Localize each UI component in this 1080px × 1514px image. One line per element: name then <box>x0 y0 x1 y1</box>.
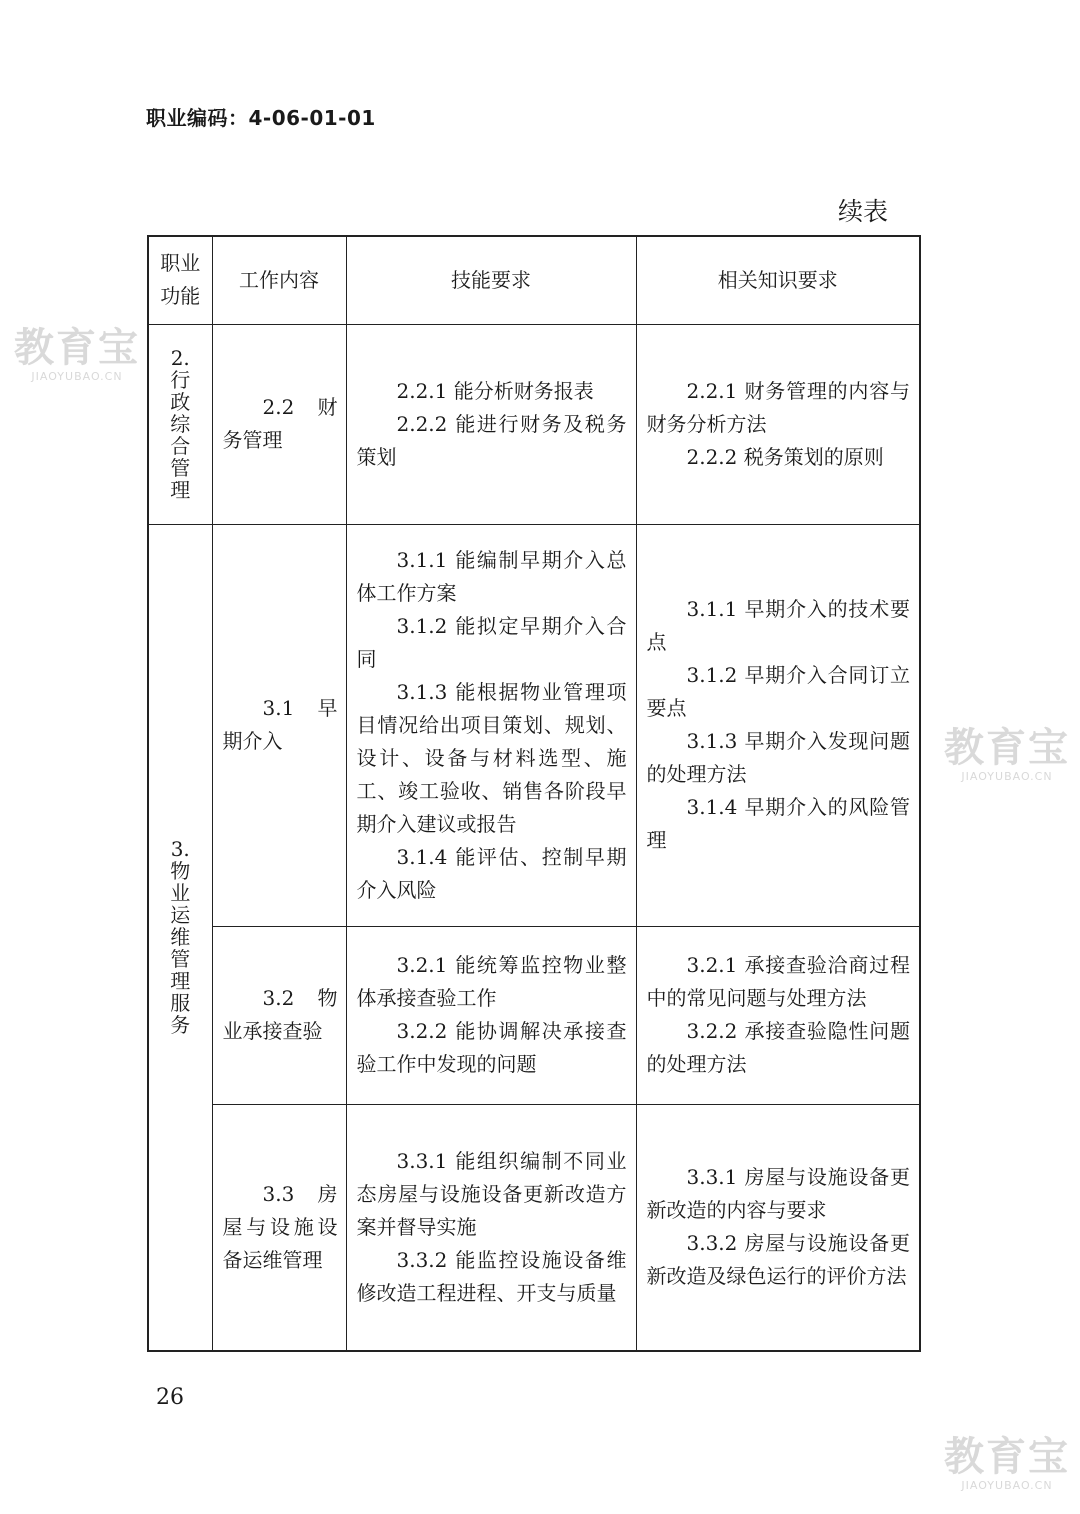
skills-cell <box>346 926 636 1104</box>
table-row <box>148 926 920 1104</box>
skill-item: 3.2.2 能协调解决承接查验工作中发现的问题 <box>356 1019 627 1076</box>
knowledge-item: 3.1.1 早期介入的技术要点 <box>646 597 910 654</box>
knowledge-item: 3.1.3 早期介入发现问题的处理方法 <box>646 729 910 786</box>
skill-standard-table <box>147 235 921 1352</box>
skill-item: 3.3.1 能组织编制不同业态房屋与设施设备更新改造方案并督导实施 <box>356 1148 627 1239</box>
occupation-code: 职业编码：4-06-01-01 <box>146 106 376 130</box>
work-cell: 2.2 财务管理 <box>212 324 346 524</box>
skills-cell <box>346 1104 636 1351</box>
skill-item: 2.2.1 能分析财务报表 <box>396 378 594 403</box>
knowledge-item: 3.2.2 承接查验隐性问题的处理方法 <box>646 1019 910 1076</box>
table-row <box>148 1104 920 1351</box>
skill-item: 3.2.1 能统筹监控物业整体承接查验工作 <box>356 953 627 1010</box>
skill-item: 3.1.3 能根据物业管理项目情况给出项目策划、规划、设计、设备与材料选型、施工、竣工验收、销售各阶段早期介入建议或报告 <box>356 679 627 836</box>
watermark-logo: 教育宝 JIAOYUBAO.CN <box>944 725 1070 783</box>
skill-item: 2.2.2 能进行财务及税务策划 <box>356 411 627 469</box>
table-row <box>148 524 920 926</box>
knowledge-cell <box>636 324 920 524</box>
function-cell: 3.物业运维管理服务 <box>148 524 212 1351</box>
work-cell: 3.3 房屋与设施设备运维管理 <box>212 1104 346 1351</box>
knowledge-item: 3.2.1 承接查验洽商过程中的常见问题与处理方法 <box>646 953 910 1010</box>
knowledge-item: 2.2.1 财务管理的内容与财务分析方法 <box>646 378 910 436</box>
skill-item: 3.1.4 能评估、控制早期介入风险 <box>356 844 627 902</box>
knowledge-item: 3.3.1 房屋与设施设备更新改造的内容与要求 <box>646 1165 910 1223</box>
skill-item: 3.1.2 能拟定早期介入合同 <box>356 613 627 671</box>
watermark-logo: 教育宝 JIAOYUBAO.CN <box>14 325 140 383</box>
col-header-work: 工作内容 <box>212 236 346 324</box>
knowledge-item: 3.1.2 早期介入合同订立要点 <box>646 663 910 720</box>
skill-item: 3.3.2 能监控设施设备维修改造工程进程、开支与质量 <box>356 1247 627 1305</box>
continued-label: 续表 <box>838 197 889 226</box>
knowledge-cell <box>636 524 920 926</box>
knowledge-cell <box>636 1104 920 1351</box>
knowledge-item: 2.2.2 税务策划的原则 <box>686 444 884 469</box>
col-header-knowledge: 相关知识要求 <box>636 236 920 324</box>
work-cell: 3.1 早期介入 <box>212 524 346 926</box>
table-row <box>148 324 920 524</box>
knowledge-item: 3.1.4 早期介入的风险管理 <box>646 795 910 852</box>
knowledge-item: 3.3.2 房屋与设施设备更新改造及绿色运行的评价方法 <box>646 1231 910 1289</box>
page-number: 26 <box>156 1385 184 1410</box>
function-cell: 2.行政综合管理 <box>148 324 212 524</box>
knowledge-cell <box>636 926 920 1104</box>
col-header-skills: 技能要求 <box>346 236 636 324</box>
skills-cell <box>346 324 636 524</box>
skills-cell <box>346 524 636 926</box>
watermark-logo: 教育宝 JIAOYUBAO.CN <box>944 1434 1070 1492</box>
work-cell: 3.2 物业承接查验 <box>212 926 346 1104</box>
skill-item: 3.1.1 能编制早期介入总体工作方案 <box>356 547 627 605</box>
table-header-row <box>148 236 920 324</box>
col-header-function: 职业 功能 <box>148 236 212 324</box>
